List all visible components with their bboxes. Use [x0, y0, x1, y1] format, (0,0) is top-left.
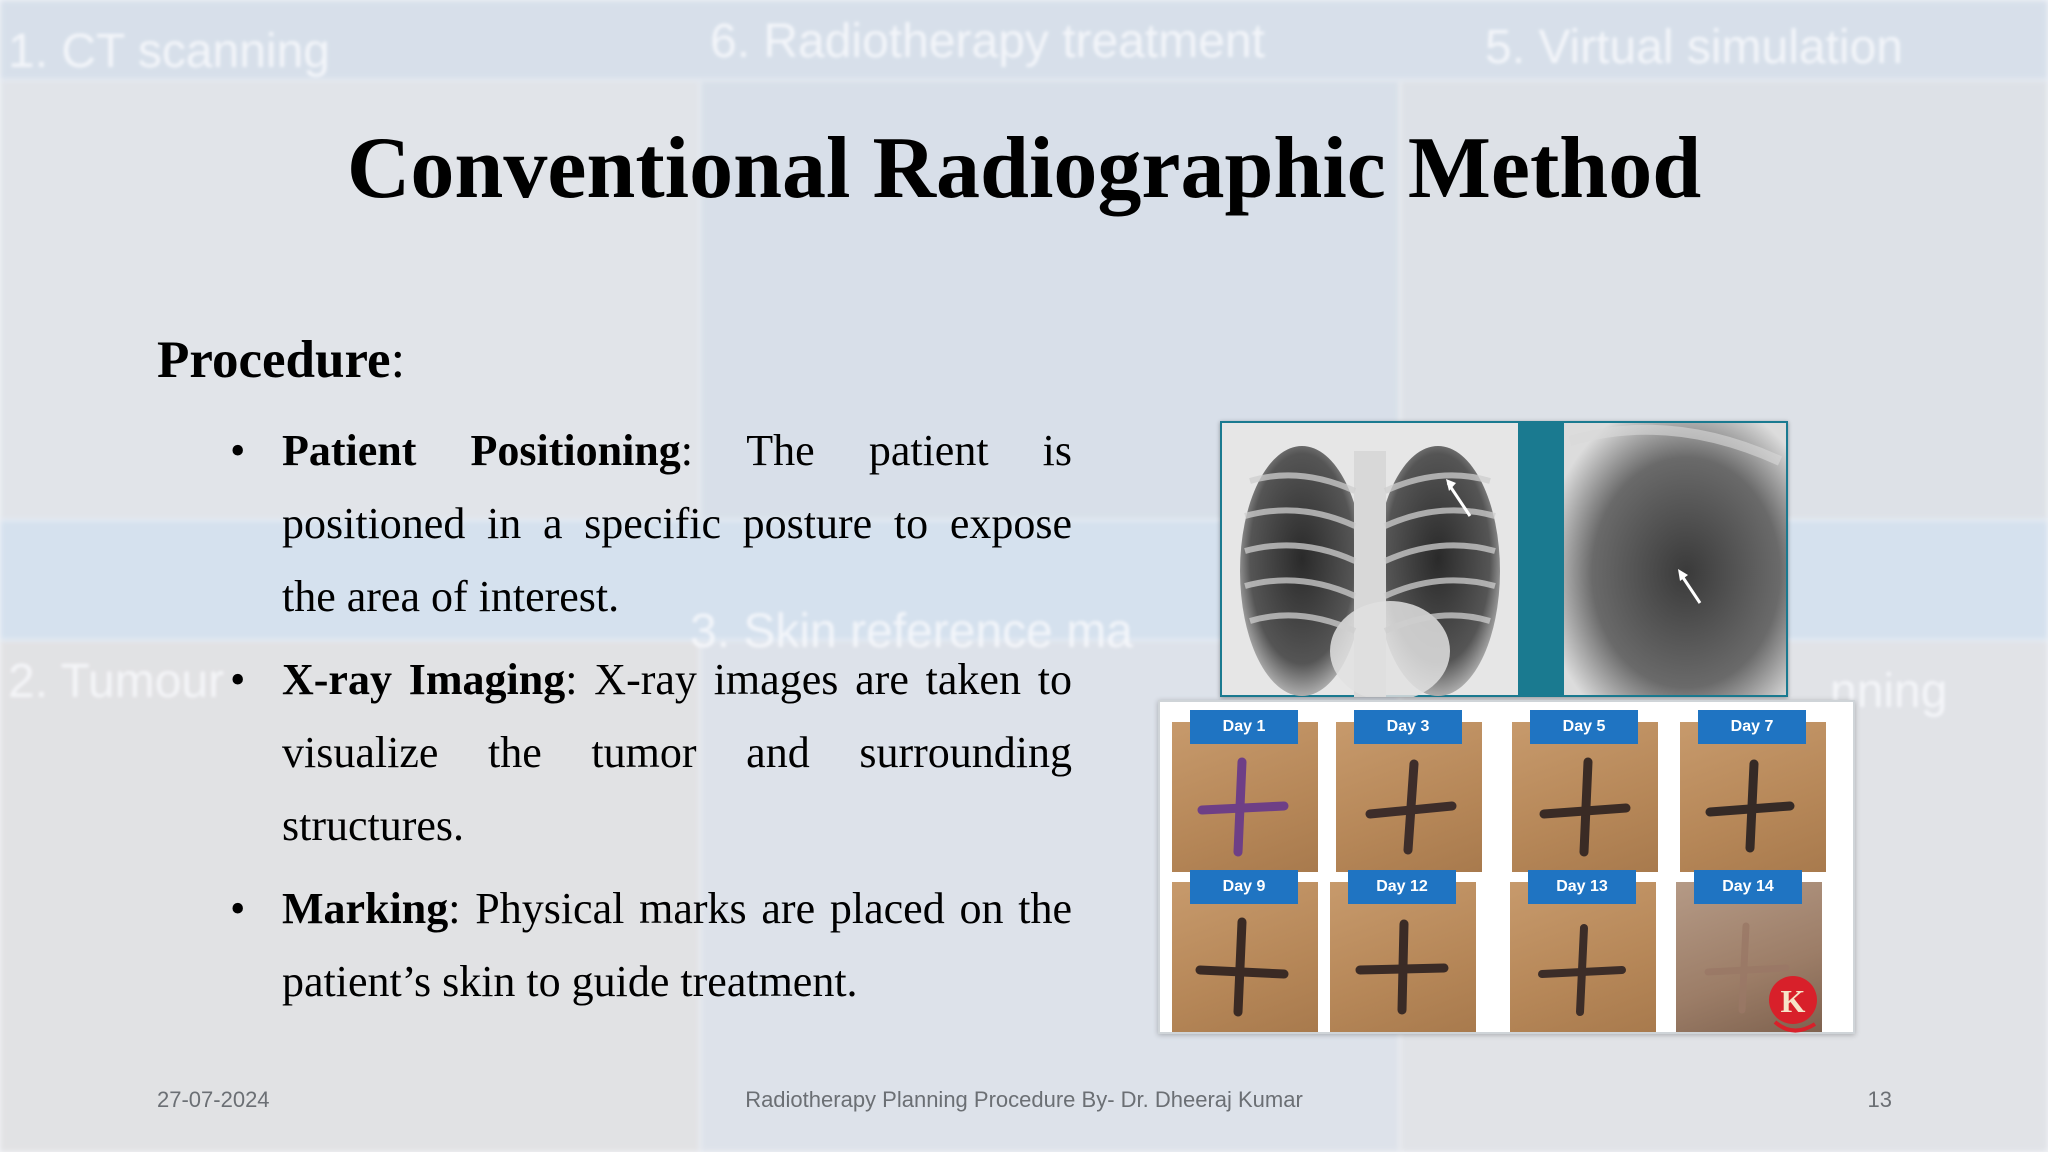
mark-tile — [1172, 718, 1318, 872]
day-label: Day 7 — [1698, 710, 1806, 744]
procedure-list — [230, 414, 1072, 1028]
desc-patient-positioning: : The patient is positioned in a specific posture to expose the area of interest. — [282, 426, 1072, 621]
list-item-xray-imaging — [230, 643, 1072, 862]
list-item-patient-positioning — [230, 414, 1072, 633]
cross-mark-icon — [1680, 722, 1826, 872]
mark-tile — [1330, 878, 1476, 1032]
cross-mark-icon — [1172, 722, 1318, 872]
skin-marks-figure — [1158, 700, 1855, 1034]
day-label: Day 14 — [1694, 870, 1802, 904]
desc-marking: : Physical marks are placed on the patient’s skin to guide treatment. — [282, 884, 1072, 1006]
cross-mark-icon — [1330, 882, 1476, 1032]
day-label: Day 5 — [1530, 710, 1638, 744]
mark-tile — [1510, 878, 1656, 1032]
bullet: • — [230, 884, 246, 933]
mark-tile — [1172, 878, 1318, 1032]
cross-mark-icon — [1512, 722, 1658, 872]
procedure-heading-colon: : — [390, 331, 406, 389]
footer-date: 27-07-2024 — [157, 1087, 270, 1112]
term-patient-positioning: Patient Positioning — [282, 426, 681, 475]
chest-xray-drawing — [1220, 421, 1788, 697]
bullet: • — [230, 426, 246, 475]
cross-mark-stroke — [1370, 764, 1452, 850]
watermark-logo-icon — [1765, 972, 1825, 1036]
procedure-heading — [157, 330, 405, 390]
procedure-heading-label: Procedure — [157, 331, 391, 389]
day-label: Day 1 — [1190, 710, 1298, 744]
cross-mark-stroke — [1542, 928, 1622, 1012]
day-label: Day 12 — [1348, 870, 1456, 904]
cross-mark-stroke — [1200, 922, 1284, 1012]
slide-title: Conventional Radiographic Method — [346, 120, 1702, 217]
cross-mark-icon — [1510, 882, 1656, 1032]
mark-tile — [1512, 718, 1658, 872]
day-label: Day 13 — [1528, 870, 1636, 904]
bullet: • — [230, 655, 246, 704]
cross-mark-stroke — [1360, 924, 1444, 1010]
day-label: Day 3 — [1354, 710, 1462, 744]
list-item-marking — [230, 872, 1072, 1018]
page-number: 13 — [1867, 1087, 1892, 1112]
cross-mark-stroke — [1710, 764, 1790, 848]
desc-xray-imaging: : X-ray images are taken to visualize the tumor and surrounding structures. — [282, 655, 1072, 850]
chest-xray-image — [1220, 421, 1788, 697]
cross-mark-stroke — [1202, 762, 1284, 852]
cross-mark-stroke — [1544, 762, 1626, 852]
logo-letter: K — [1780, 983, 1806, 1019]
footer-title: Radiotherapy Planning Procedure By- Dr. Dheeraj Kumar — [745, 1087, 1303, 1112]
cross-mark-icon — [1172, 882, 1318, 1032]
cross-mark-icon — [1336, 722, 1482, 872]
mark-tile — [1680, 718, 1826, 872]
day-label: Day 9 — [1190, 870, 1298, 904]
mark-tile — [1336, 718, 1482, 872]
term-marking: Marking — [282, 884, 449, 933]
term-xray-imaging: X-ray Imaging — [282, 655, 566, 704]
